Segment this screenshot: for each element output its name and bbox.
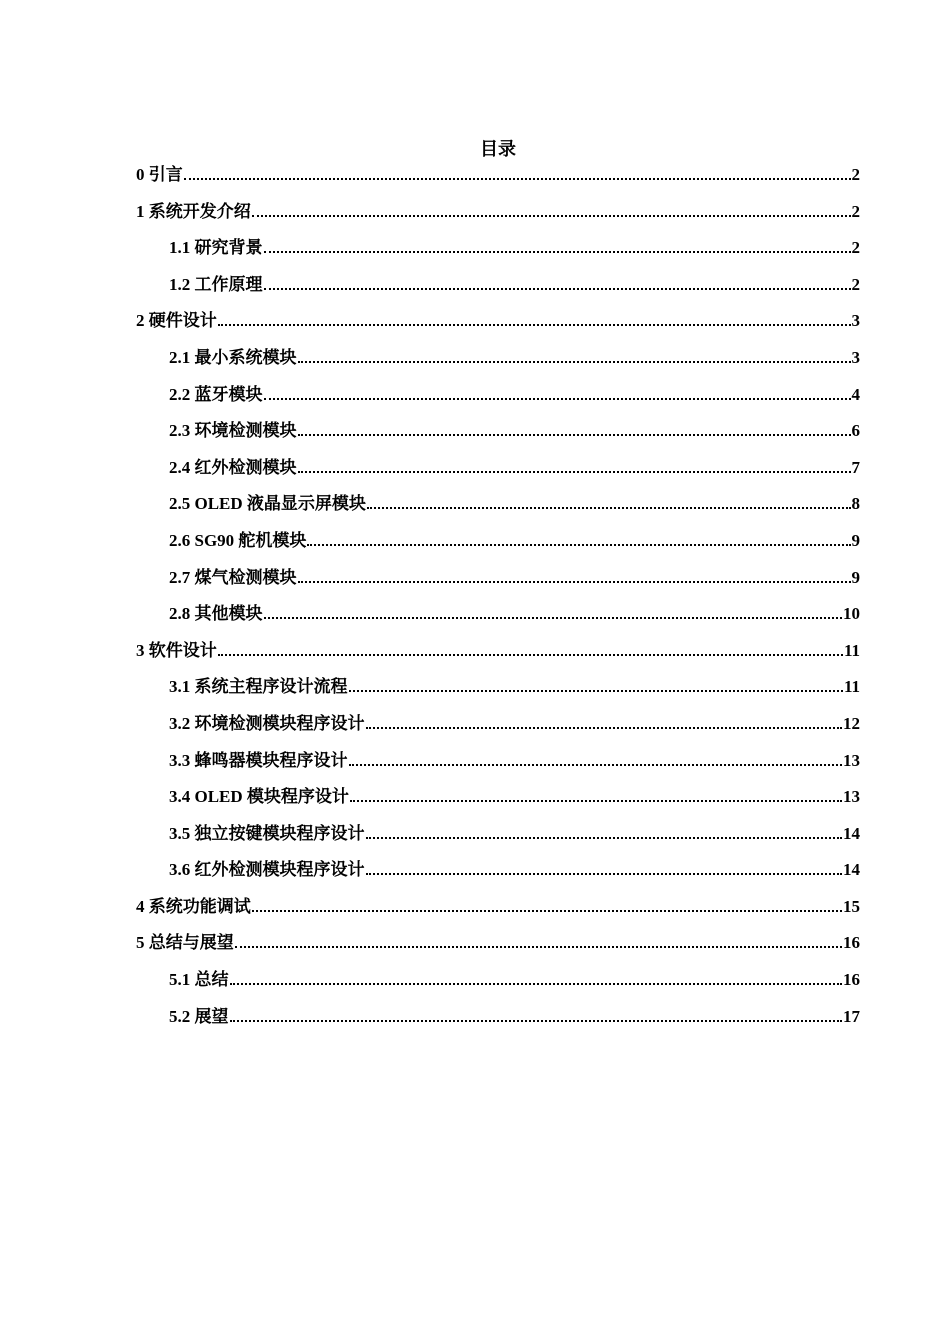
toc-entry-label: 3.5 独立按键模块程序设计 xyxy=(169,823,365,843)
toc-dot-leader xyxy=(264,397,851,400)
toc-entry[interactable] xyxy=(136,309,860,346)
toc-entry-label: 3.2 环境检测模块程序设计 xyxy=(169,713,365,733)
toc-dot-leader xyxy=(298,433,851,436)
toc-entry[interactable] xyxy=(136,785,860,822)
toc-entry-label: 1.1 研究背景 xyxy=(169,238,263,258)
toc-entry[interactable] xyxy=(136,383,860,420)
toc-entry-label: 2.4 红外检测模块 xyxy=(169,457,297,477)
toc-dot-leader xyxy=(367,506,851,509)
toc-entry[interactable] xyxy=(136,858,860,895)
toc-entry-label: 2.6 SG90 舵机模块 xyxy=(169,530,307,550)
toc-entry-page: 2 xyxy=(851,238,860,258)
toc-entry[interactable] xyxy=(136,419,860,456)
toc-entry-label: 3.3 蜂鸣器模块程序设计 xyxy=(169,750,348,770)
toc-entry-page: 12 xyxy=(843,713,860,733)
toc-dot-leader xyxy=(184,177,851,180)
toc-dot-leader xyxy=(264,287,851,290)
toc-entry-page: 2 xyxy=(851,201,860,221)
toc-entry-page: 6 xyxy=(851,421,860,441)
toc-dot-leader xyxy=(264,616,843,619)
toc-dot-leader xyxy=(349,689,843,692)
toc-entry-label: 5.1 总结 xyxy=(169,970,229,990)
toc-entry-label: 3 软件设计 xyxy=(136,640,217,660)
toc-title: 目录 xyxy=(480,139,516,159)
toc-entry-label: 1 系统开发介绍 xyxy=(136,201,251,221)
toc-entry[interactable] xyxy=(136,895,860,932)
toc-dot-leader xyxy=(264,250,851,253)
toc-dot-leader xyxy=(349,763,843,766)
toc-entry[interactable] xyxy=(136,200,860,237)
toc-entry-label: 3.1 系统主程序设计流程 xyxy=(169,677,348,697)
toc-entry-page: 4 xyxy=(851,384,860,404)
toc-entry-label: 2 硬件设计 xyxy=(136,311,217,331)
toc-entry-label: 2.8 其他模块 xyxy=(169,604,263,624)
toc-entry-label: 4 系统功能调试 xyxy=(136,896,251,916)
toc-entry-page: 9 xyxy=(851,567,860,587)
toc-entry[interactable] xyxy=(136,456,860,493)
toc-dot-leader xyxy=(298,580,851,583)
toc-entry-page: 14 xyxy=(843,860,860,880)
toc-entry[interactable] xyxy=(136,602,860,639)
toc-entry-page: 17 xyxy=(843,1006,860,1026)
toc-entry-page: 13 xyxy=(843,787,860,807)
toc-entry[interactable] xyxy=(136,566,860,603)
toc-dot-leader xyxy=(252,214,851,217)
toc-entry-page: 8 xyxy=(851,494,860,514)
toc-entry[interactable] xyxy=(136,931,860,968)
toc-entry-label: 2.7 煤气检测模块 xyxy=(169,567,297,587)
toc-dot-leader xyxy=(366,872,843,875)
toc-entry-page: 3 xyxy=(851,347,860,367)
toc-entry-page: 14 xyxy=(843,823,860,843)
toc-entry-label: 2.1 最小系统模块 xyxy=(169,347,297,367)
toc-entry-page: 2 xyxy=(851,274,860,294)
toc-entry-label: 3.6 红外检测模块程序设计 xyxy=(169,860,365,880)
toc-entry[interactable] xyxy=(136,1005,860,1042)
toc-dot-leader xyxy=(366,726,843,729)
toc-dot-leader xyxy=(230,1019,843,1022)
toc-entry[interactable] xyxy=(136,822,860,859)
toc-entry-label: 1.2 工作原理 xyxy=(169,274,263,294)
toc-entry-page: 11 xyxy=(843,677,860,697)
toc-dot-leader xyxy=(218,653,843,656)
toc-dot-leader xyxy=(307,543,850,546)
toc-entry-page: 3 xyxy=(851,311,860,331)
toc-entry-page: 9 xyxy=(851,530,860,550)
toc-entry[interactable] xyxy=(136,968,860,1005)
toc-entry-page: 15 xyxy=(843,896,860,916)
toc-entry[interactable] xyxy=(136,492,860,529)
toc-dot-leader xyxy=(366,836,843,839)
toc-dot-leader xyxy=(350,799,842,802)
toc-entry[interactable] xyxy=(136,346,860,383)
toc-dot-leader xyxy=(230,982,843,985)
toc-dot-leader xyxy=(298,360,851,363)
toc-entry-label: 0 引言 xyxy=(136,165,183,184)
toc-entry[interactable] xyxy=(136,712,860,749)
toc-dot-leader xyxy=(235,945,842,948)
toc-entry[interactable] xyxy=(136,529,860,566)
toc-entry-page: 13 xyxy=(843,750,860,770)
toc-dot-leader xyxy=(252,909,842,912)
toc-entry[interactable] xyxy=(136,236,860,273)
toc-dot-leader xyxy=(298,470,851,473)
toc-entry[interactable] xyxy=(136,675,860,712)
toc-entry[interactable] xyxy=(136,273,860,310)
toc-entry-label: 2.2 蓝牙模块 xyxy=(169,384,263,404)
toc-entry-label: 5.2 展望 xyxy=(169,1006,229,1026)
toc-entry-label: 5 总结与展望 xyxy=(136,933,234,953)
toc-entry-label: 2.5 OLED 液晶显示屏模块 xyxy=(169,494,366,514)
toc-entry-label: 3.4 OLED 模块程序设计 xyxy=(169,787,349,807)
toc-entry-page: 2 xyxy=(851,165,860,184)
toc-entry-page: 7 xyxy=(851,457,860,477)
toc-entry[interactable] xyxy=(136,639,860,676)
toc-entry-page: 16 xyxy=(843,970,860,990)
toc-entry-page: 16 xyxy=(843,933,860,953)
toc-dot-leader xyxy=(218,323,851,326)
toc-entry[interactable] xyxy=(136,163,860,200)
toc-entry-page: 10 xyxy=(843,604,860,624)
toc-entry[interactable] xyxy=(136,749,860,786)
toc-entry-label: 2.3 环境检测模块 xyxy=(169,421,297,441)
toc-entry-page: 11 xyxy=(843,640,860,660)
toc-list xyxy=(136,163,860,1041)
